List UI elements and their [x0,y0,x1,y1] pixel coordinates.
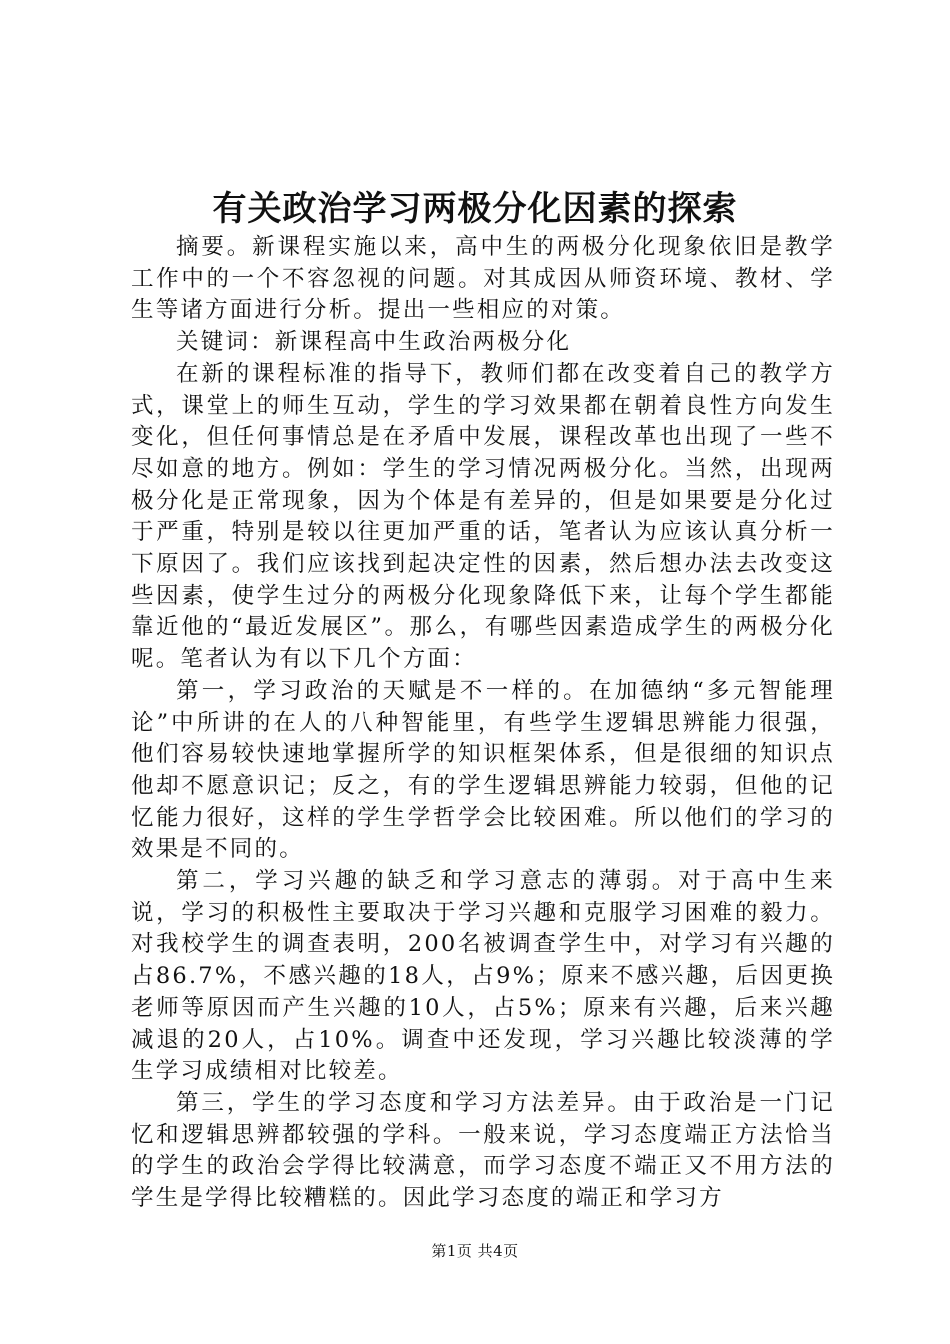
body-paragraph-third: 第三，学生的学习态度和学习方法差异。由于政治是一门记忆和逻辑思辨都较强的学科。一般来说，学习态度端正方法恰当的学生的政治会学得比较满意，而学习态度不端正又不用方法的学生是学得比较糟糕的。因此学习态度的端正和学习方 [131,1089,835,1212]
keywords-paragraph: 关键词：新课程高中生政治两极分化 [176,329,572,356]
page-number-footer: 第1页 共4页 [431,1242,519,1260]
document-body [131,232,835,1215]
body-paragraph-first: 第一，学习政治的天赋是不一样的。在加德纳“多元智能理论”中所讲的在人的八种智能里，有些学生逻辑思辨能力很强，他们容易较快速地掌握所学的知识框架体系，但是很细的知识点他却不愿意识记；反之，有的学生逻辑思辨能力较弱，但他的记忆能力很好，这样的学生学哲学会比较困难。所以他们的学习的效果是不同的。 [131,677,835,863]
abstract-paragraph: 摘要。新课程实施以来，高中生的两极分化现象依旧是教学工作中的一个不容忽视的问题。对其成因从师资环境、教材、学生等诸方面进行分析。提出一些相应的对策。 [131,234,835,324]
intro-paragraph: 在新的课程标准的指导下，教师们都在改变着自己的教学方式，课堂上的师生互动，学生的学习效果都在朝着良性方向发生变化，但任何事情总是在矛盾中发展，课程改革也出现了一些不尽如意的地方。例如：学生的学习情况两极分化。当然，出现两极分化是正常现象，因为个体是有差异的，但是如果要是分化过于严重，特别是较以往更加严重的话，笔者认为应该认真分析一下原因了。我们应该找到起决定性的因素，然后想办法去改变这些因素，使学生过分的两极分化现象降低下来，让每个学生都能靠近他的“最近发展区”。那么，有哪些因素造成学生的两极分化呢。笔者认为有以下几个方面： [131,360,835,673]
document-title: 有关政治学习两极分化因素的探索 [212,189,738,229]
body-paragraph-second: 第二，学习兴趣的缺乏和学习意志的薄弱。对于高中生来说，学习的积极性主要取决于学习兴趣和克服学习困难的毅力。对我校学生的调查表明，200名被调查学生中，对学习有兴趣的占86.7%，不感兴趣的18人，占9%；原来不感兴趣，后因更换老师等原因而产生兴趣的10人，占5%；原来有兴趣，后来兴趣减退的20人，占10%。调查中还发现，学习兴趣比较淡薄的学生学习成绩相对比较差。 [131,868,835,1085]
